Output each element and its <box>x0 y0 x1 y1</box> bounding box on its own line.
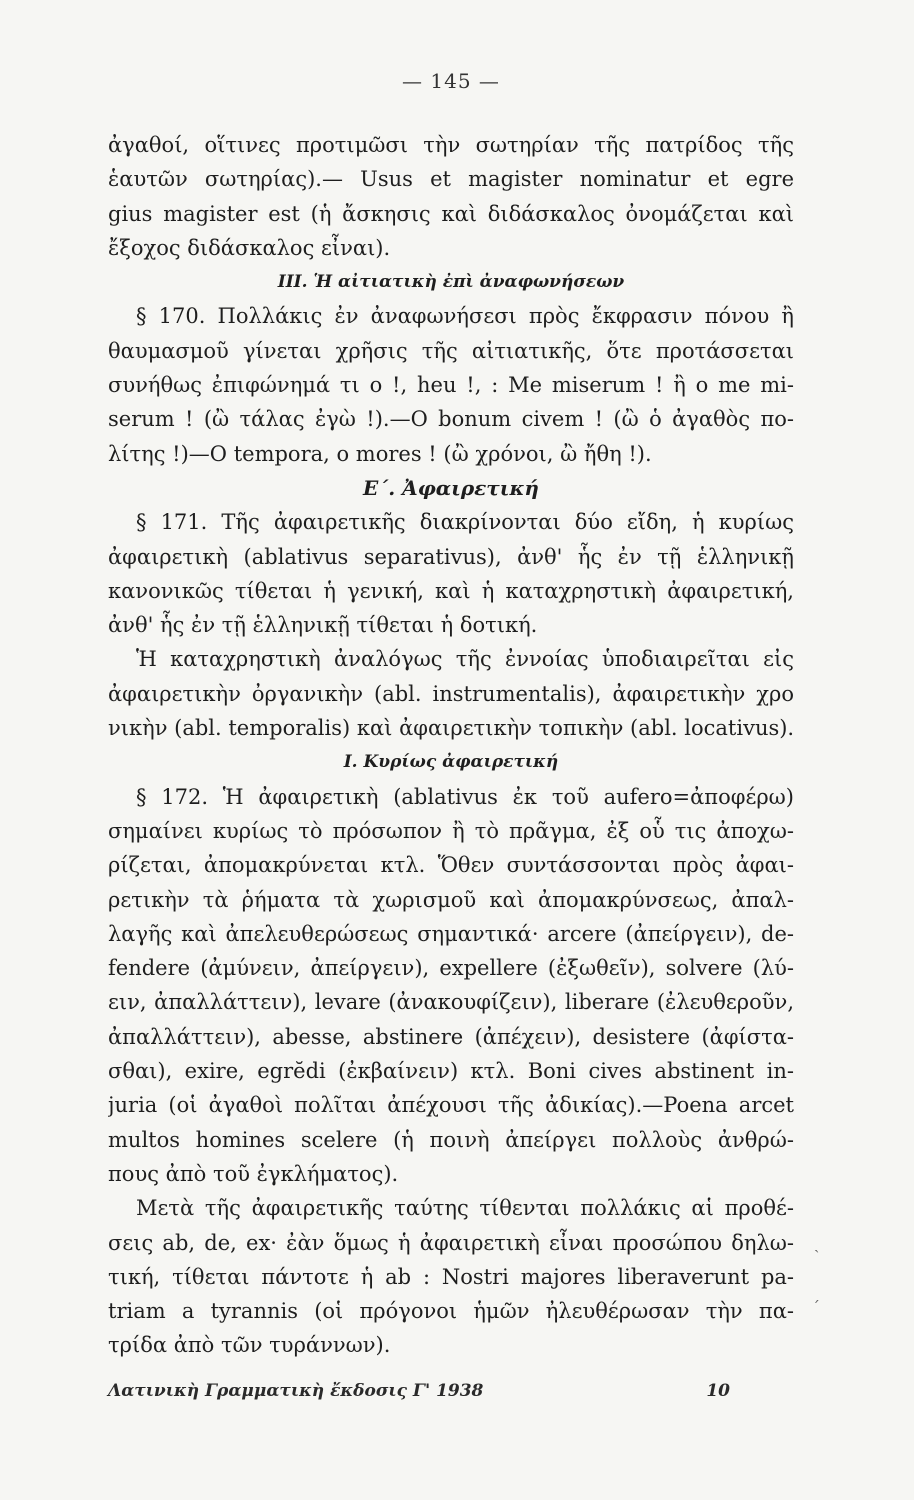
text-line: ἀπαλλάττειν), abesse, abstinere (ἀπέχειν), desistere (ἀφίστα- <box>108 1024 794 1049</box>
page-footer <box>108 1381 794 1401</box>
footer-imprint: Λατινικὴ Γραμματικὴ ἔκδοσις Γ' 1938 <box>108 1380 484 1401</box>
section-heading: Ε΄. Ἀφαιρετική <box>363 475 539 500</box>
text-line: νικὴν (abl. temporalis) καὶ ἀφαιρετικὴν τοπικὴν (abl. locativus). <box>108 716 794 741</box>
text-line: gius magister est (ἡ ἄσκησις καὶ διδάσκαλος ὀνομάζεται καὶ <box>108 201 794 226</box>
text-line: Μετὰ τῆς ἀφαιρετικῆς ταύτης τίθενται πολλάκις αἱ προθέ- <box>136 1196 794 1221</box>
text-body <box>108 128 794 1363</box>
section-heading: III. Ἡ αἰτιατικὴ ἐπὶ ἀναφωνήσεων <box>277 272 625 293</box>
text-line: ἀφαιρετικὴ (ablativus separativus), ἀνθ' ἧς ἐν τῇ ἑλληνικῇ <box>108 544 794 569</box>
text-line: πους ἀπὸ τοῦ ἐγκλήματος). <box>108 1161 399 1186</box>
text-line: ἀφαιρετικὴν ὀργανικὴν (abl. instrumentalis), ἀφαιρετικὴν χρο <box>108 681 794 706</box>
page-number: — 145 — <box>402 69 500 93</box>
text-line: ἔξοχος διδάσκαλος εἶναι). <box>108 235 391 260</box>
book-page <box>108 66 794 1401</box>
text-line: ρετικὴν τὰ ῥήματα τὰ χωρισμοῦ καὶ ἀπομακρύνσεως, ἀπαλ- <box>108 887 794 912</box>
text-line: ἀγαθοί, οἵτινες προτιμῶσι τὴν σωτηρίαν τῆς πατρίδος τῆς <box>108 133 794 157</box>
text-line: σημαίνει κυρίως τὸ πρόσωπον ἢ τὸ πρᾶγμα, ἐξ οὗ τις ἀποχω- <box>108 818 794 843</box>
text-line: multos homines scelere (ἡ ποινὴ ἀπείργει πολλοὺς ἀνθρώ- <box>108 1127 794 1152</box>
text-line: triam a tyrannis (οἱ πρόγονοι ἡμῶν ἠλευθέρωσαν τὴν πα- <box>108 1299 794 1324</box>
text-line: ἑαυτῶν σωτηρίας).— Usus et magister nominatur et egre <box>108 167 794 192</box>
text-line: fendere (ἀμύνειν, ἀπείργειν), expellere (ἐξωθεῖν), solvere (λύ- <box>108 956 794 981</box>
text-line: serum ! (ὢ τάλας ἐγὼ !).—O bonum civem ! (ὢ ὁ ἀγαθὸς πο- <box>108 407 794 432</box>
text-line: § 171. Τῆς ἀφαιρετικῆς διακρίνονται δύο εἴδη, ἡ κυρίως <box>136 510 794 535</box>
text-line: κανονικῶς τίθεται ἡ γενική, καὶ ἡ καταχρηστικὴ ἀφαιρετική, <box>108 578 794 603</box>
text-line: ἀνθ' ἧς ἐν τῇ ἑλληνικῇ τίθεται ἡ δοτική. <box>108 613 538 638</box>
text-line: τρίδα ἀπὸ τῶν τυράννων). <box>108 1333 391 1358</box>
text-line: τική, τίθεται πάντοτε ἡ ab : Nostri majores liberaverunt pa- <box>108 1264 794 1289</box>
text-line: σθαι), exire, egrĕdi (ἐκβαίνειν) κτλ. Boni cives abstinent in- <box>108 1059 794 1084</box>
text-line: ρίζεται, ἀπομακρύνεται κτλ. Ὅθεν συντάσσονται πρὸς ἀφαι- <box>108 853 794 878</box>
text-line: Ἡ καταχρηστικὴ ἀναλόγως τῆς ἐννοίας ὑποδιαιρεῖται εἰς <box>136 647 794 672</box>
text-line: θαυμασμοῦ γίνεται χρῆσις τῆς αἰτιατικῆς, ὅτε προτάσσεται <box>108 338 794 363</box>
footer-signature-number: 10 <box>706 1380 730 1401</box>
text-line: συνήθως ἐπιφώνημά τι ο !, heu !, : Me miserum ! ἢ o me mi- <box>108 373 794 398</box>
text-line: § 170. Πολλάκις ἐν ἀναφωνήσεσι πρὸς ἔκφρασιν πόνου ἢ <box>136 304 794 329</box>
text-line: λαγῆς καὶ ἀπελευθερώσεως σημαντικά· arcere (ἀπείργειν), de- <box>108 921 794 946</box>
text-line: juria (οἱ ἀγαθοὶ πολῖται ἀπέχουσι τῆς ἀδικίας).—Poena arcet <box>108 1093 794 1118</box>
section-heading: I. Κυρίως ἀφαιρετική <box>343 752 559 773</box>
text-line: ειν, ἀπαλλάττειν), levare (ἀνακουφίζειν), liberare (ἐλευθεροῦν, <box>108 990 794 1015</box>
text-line: σεις ab, de, ex· ἐὰν ὅμως ἡ ἀφαιρετικὴ εἶναι προσώπου δηλω- <box>108 1230 794 1255</box>
margin-mark: ˎ <box>814 1234 820 1253</box>
text-line: § 172. Ἡ ἀφαιρετικὴ (ablativus ἐκ τοῦ aufero=ἀποφέρω) <box>136 784 794 809</box>
text-line: λίτης !)—O tempora, o mores ! (ὢ χρόνοι, ὢ ἤθη !). <box>108 441 652 466</box>
margin-mark: ˊ <box>812 1298 820 1317</box>
